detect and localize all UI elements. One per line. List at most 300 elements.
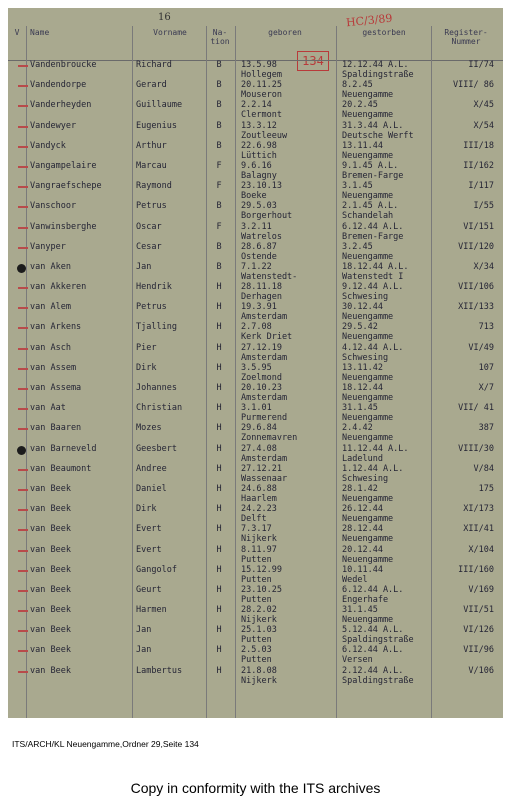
table-row	[8, 81, 503, 101]
header-register: Register- Nummer	[444, 28, 488, 46]
birth-place-cell: Boeke	[241, 191, 267, 202]
header-died: gestorben	[362, 28, 406, 37]
register-number-cell: VII/120	[458, 241, 494, 252]
surname-cell: Vanderheyden	[30, 100, 92, 111]
surname-cell: van Beek	[30, 605, 71, 616]
surname-cell: van Beek	[30, 483, 71, 494]
birth-place-cell: Mouseron	[241, 90, 282, 101]
surname-cell: Vandenbroucke	[30, 60, 97, 70]
table-header	[8, 22, 503, 58]
table-row	[8, 384, 503, 404]
register-number-cell: VI/151	[463, 221, 494, 232]
first-name-cell: Tjalling	[136, 322, 177, 333]
register-number-cell: VI/126	[463, 625, 494, 636]
surname-cell: van Beek	[30, 504, 71, 515]
birth-date-cell: 7.1.22	[241, 261, 272, 272]
check-mark-icon	[18, 650, 28, 652]
death-place-cell: Ladelund	[342, 453, 383, 464]
table-row	[8, 485, 503, 505]
archive-sheet	[8, 8, 503, 718]
table-row	[8, 162, 503, 182]
death-place-cell: Neuengamme	[342, 110, 394, 121]
death-place-cell: Wedel	[342, 574, 368, 585]
table-row	[8, 122, 503, 142]
register-number-cell: X/7	[478, 383, 494, 393]
table-row	[8, 586, 503, 606]
register-number-cell: VIII/ 86	[453, 80, 494, 91]
birth-date-cell: 9.6.16	[241, 160, 272, 171]
dot-mark-icon	[17, 446, 26, 455]
nation-cell: H	[216, 524, 222, 535]
death-place-cell: Spaldingstraße	[342, 635, 414, 646]
birth-date-cell: 2.7.08	[241, 322, 272, 333]
header-name: Name	[30, 28, 50, 37]
table-row	[8, 243, 503, 263]
surname-cell: van Beek	[30, 665, 71, 676]
table-row	[8, 344, 503, 364]
check-mark-icon	[18, 428, 28, 430]
birth-place-cell: Putten	[241, 574, 272, 585]
birth-date-cell: 20.11.25	[241, 80, 282, 91]
check-mark-icon	[18, 348, 28, 350]
register-number-cell: XI/173	[463, 504, 494, 515]
death-place-cell: Deutsche Werft	[342, 130, 414, 141]
surname-cell: van Aken	[30, 261, 71, 272]
birth-place-cell: Putten	[241, 635, 272, 646]
nation-cell: H	[216, 483, 222, 494]
nation-cell: B	[216, 201, 222, 212]
surname-cell: Vandewyer	[30, 120, 77, 131]
first-name-cell: Marcau	[136, 160, 167, 171]
table-row	[8, 404, 503, 424]
table-row	[8, 202, 503, 222]
birth-place-cell: Borgerhout	[241, 211, 293, 222]
register-number-cell: VII/51	[463, 605, 494, 616]
check-mark-icon	[18, 307, 28, 309]
nation-cell: B	[216, 80, 222, 91]
birth-date-cell: 19.3.91	[241, 302, 277, 313]
death-place-cell: Neuengamme	[342, 90, 394, 101]
birth-date-cell: 29.6.84	[241, 423, 277, 434]
birth-date-cell: 23.10.25	[241, 584, 282, 595]
first-name-cell: Gerard	[136, 80, 167, 91]
birth-date-cell: 3.2.11	[241, 221, 272, 232]
birth-place-cell: Amsterdam	[241, 352, 288, 363]
table-row	[8, 263, 503, 283]
handwritten-number: 16	[158, 12, 171, 23]
death-date-cell: 31.1.45	[342, 403, 378, 414]
nation-cell: B	[216, 140, 222, 151]
birth-place-cell: Putten	[241, 655, 272, 666]
register-number-cell: I/117	[468, 181, 494, 192]
death-date-cell: 30.12.44	[342, 302, 383, 313]
table-row	[8, 364, 503, 384]
check-mark-icon	[18, 529, 28, 531]
death-place-cell: Neuengamme	[342, 332, 394, 343]
check-mark-icon	[18, 469, 28, 471]
birth-date-cell: 28.2.02	[241, 605, 277, 616]
nation-cell: H	[216, 403, 222, 414]
nation-cell: H	[216, 463, 222, 474]
death-place-cell: Neuengamme	[342, 372, 394, 383]
death-place-cell: Schwesing	[342, 352, 389, 363]
birth-place-cell: Purmerend	[241, 413, 288, 424]
death-place-cell: Engerhafe	[342, 594, 389, 605]
first-name-cell: Oscar	[136, 221, 162, 232]
nation-cell: H	[216, 362, 222, 373]
death-date-cell: 3.2.45	[342, 241, 373, 252]
register-number-cell: VIII/30	[458, 443, 494, 454]
first-name-cell: Mozes	[136, 423, 162, 434]
record-list	[8, 61, 503, 687]
birth-date-cell: 24.6.88	[241, 483, 277, 494]
death-date-cell: 11.12.44 A.L.	[342, 443, 409, 454]
surname-cell: Vangraefschepe	[30, 181, 102, 192]
check-mark-icon	[18, 509, 28, 511]
nation-cell: B	[216, 120, 222, 131]
nation-cell: B	[216, 100, 222, 111]
birth-date-cell: 28.11.18	[241, 282, 282, 293]
death-date-cell: 31.3.44 A.L.	[342, 120, 404, 131]
surname-cell: van Beek	[30, 584, 71, 595]
surname-cell: Vanschoor	[30, 201, 77, 212]
table-row	[8, 465, 503, 485]
death-place-cell: Neuengamme	[342, 413, 394, 424]
birth-date-cell: 29.5.03	[241, 201, 277, 212]
birth-date-cell: 7.3.17	[241, 524, 272, 535]
table-row	[8, 667, 503, 687]
register-number-cell: VII/96	[463, 645, 494, 656]
check-mark-icon	[18, 630, 28, 632]
death-place-cell: Neuengamme	[342, 493, 394, 504]
table-row	[8, 323, 503, 343]
birth-date-cell: 15.12.99	[241, 564, 282, 575]
table-row	[8, 546, 503, 566]
death-place-cell: Neuengamme	[342, 433, 394, 444]
check-mark-icon	[18, 388, 28, 390]
birth-place-cell: Putten	[241, 594, 272, 605]
birth-place-cell: Balagny	[241, 170, 277, 181]
check-mark-icon	[18, 590, 28, 592]
first-name-cell: Petrus	[136, 302, 167, 313]
death-date-cell: 31.1.45	[342, 605, 378, 616]
death-date-cell: 2.4.42	[342, 423, 373, 434]
surname-cell: van Assem	[30, 362, 77, 373]
check-mark-icon	[18, 671, 28, 673]
header-born: geboren	[268, 28, 302, 37]
death-date-cell: 12.12.44 A.L.	[342, 60, 409, 70]
surname-cell: van Assema	[30, 383, 82, 393]
nation-cell: F	[216, 160, 222, 171]
death-date-cell: 18.12.44	[342, 383, 383, 393]
check-mark-icon	[18, 85, 28, 87]
first-name-cell: Geurt	[136, 584, 162, 595]
death-date-cell: 8.2.45	[342, 80, 373, 91]
death-place-cell: Neuengamme	[342, 554, 394, 565]
first-name-cell: Jan	[136, 625, 152, 636]
surname-cell: van Baaren	[30, 423, 82, 434]
death-date-cell: 28.1.42	[342, 483, 378, 494]
dot-mark-icon	[17, 264, 26, 273]
check-mark-icon	[18, 489, 28, 491]
first-name-cell: Evert	[136, 544, 162, 555]
archive-reference: ITS/ARCH/KL Neuengamme,Ordner 29,Seite 134	[12, 739, 199, 749]
table-row	[8, 283, 503, 303]
table-row	[8, 646, 503, 666]
nation-cell: H	[216, 564, 222, 575]
first-name-cell: Jan	[136, 645, 152, 656]
birth-date-cell: 23.10.13	[241, 181, 282, 192]
nation-cell: B	[216, 261, 222, 272]
nation-cell: H	[216, 544, 222, 555]
first-name-cell: Arthur	[136, 140, 167, 151]
birth-place-cell: Nijkerk	[241, 534, 277, 545]
birth-date-cell: 3.5.95	[241, 362, 272, 373]
death-date-cell: 13.11.44	[342, 140, 383, 151]
check-mark-icon	[18, 126, 28, 128]
check-mark-icon	[18, 287, 28, 289]
death-date-cell: 9.1.45 A.L.	[342, 160, 399, 171]
register-number-cell: V/84	[473, 463, 494, 474]
nation-cell: H	[216, 605, 222, 616]
register-number-cell: XII/133	[458, 302, 494, 313]
birth-place-cell: Wassenaar	[241, 473, 288, 484]
table-row	[8, 626, 503, 646]
header-v: V	[14, 28, 20, 37]
register-number-cell: V/169	[468, 584, 494, 595]
death-date-cell: 18.12.44 A.L.	[342, 261, 409, 272]
birth-date-cell: 2.2.14	[241, 100, 272, 111]
table-row	[8, 505, 503, 525]
register-number-cell: III/18	[463, 140, 494, 151]
first-name-cell: Andree	[136, 463, 167, 474]
birth-place-cell: Clermont	[241, 110, 282, 121]
birth-place-cell: Nijkerk	[241, 615, 277, 626]
first-name-cell: Hendrik	[136, 282, 172, 293]
nation-cell: H	[216, 383, 222, 393]
first-name-cell: Pier	[136, 342, 157, 353]
surname-cell: Vangampelaire	[30, 160, 97, 171]
surname-cell: van Barneveld	[30, 443, 97, 454]
birth-place-cell: Watrelos	[241, 231, 282, 242]
nation-cell: H	[216, 342, 222, 353]
birth-place-cell: Lüttich	[241, 150, 277, 161]
first-name-cell: Richard	[136, 60, 172, 70]
death-date-cell: 2.1.45 A.L.	[342, 201, 399, 212]
surname-cell: van Beaumont	[30, 463, 92, 474]
check-mark-icon	[18, 227, 28, 229]
table-row	[8, 61, 503, 81]
birth-date-cell: 3.1.01	[241, 403, 272, 414]
register-number-cell: VII/106	[458, 282, 494, 293]
nation-cell: H	[216, 665, 222, 676]
table-row	[8, 223, 503, 243]
death-place-cell: Neuengamme	[342, 191, 394, 202]
nation-cell: H	[216, 423, 222, 434]
death-date-cell: 20.2.45	[342, 100, 378, 111]
birth-place-cell: Kerk Driet	[241, 332, 293, 343]
surname-cell: van Alem	[30, 302, 71, 313]
register-number-cell: 175	[478, 483, 494, 494]
first-name-cell: Raymond	[136, 181, 172, 192]
birth-date-cell: 8.11.97	[241, 544, 277, 555]
death-place-cell: Schwesing	[342, 473, 389, 484]
death-date-cell: 9.12.44 A.L.	[342, 282, 404, 293]
first-name-cell: Harmen	[136, 605, 167, 616]
surname-cell: van Akkeren	[30, 282, 87, 293]
death-date-cell: 10.11.44	[342, 564, 383, 575]
register-number-cell: 107	[478, 362, 494, 373]
check-mark-icon	[18, 206, 28, 208]
table-row	[8, 424, 503, 444]
death-place-cell: Neuengamme	[342, 312, 394, 323]
check-mark-icon	[18, 327, 28, 329]
first-name-cell: Guillaume	[136, 100, 183, 111]
first-name-cell: Jan	[136, 261, 152, 272]
table-row	[8, 445, 503, 465]
register-number-cell: XII/41	[463, 524, 494, 535]
check-mark-icon	[18, 247, 28, 249]
death-date-cell: 28.12.44	[342, 524, 383, 535]
death-place-cell: Versen	[342, 655, 373, 666]
death-place-cell: Spaldingstraße	[342, 70, 414, 80]
register-number-cell: X/54	[473, 120, 494, 131]
first-name-cell: Dirk	[136, 362, 157, 373]
birth-date-cell: 20.10.23	[241, 383, 282, 393]
copy-notice: Copy in conformity with the ITS archives	[130, 780, 381, 796]
birth-date-cell: 21.8.08	[241, 665, 277, 676]
surname-cell: Vanyper	[30, 241, 66, 252]
nation-cell: H	[216, 645, 222, 656]
header-nation: Na- tion	[210, 28, 230, 46]
nation-cell: H	[216, 443, 222, 454]
death-date-cell: 26.12.44	[342, 504, 383, 515]
death-date-cell: 3.1.45	[342, 181, 373, 192]
nation-cell: H	[216, 302, 222, 313]
birth-place-cell: Amsterdam	[241, 453, 288, 464]
surname-cell: van Arkens	[30, 322, 82, 333]
birth-place-cell: Amsterdam	[241, 312, 288, 323]
table-row	[8, 303, 503, 323]
birth-place-cell: Haarlem	[241, 493, 277, 504]
birth-date-cell: 27.4.08	[241, 443, 277, 454]
surname-cell: van Asch	[30, 342, 71, 353]
death-place-cell: Neuengamme	[342, 514, 394, 525]
check-mark-icon	[18, 166, 28, 168]
birth-place-cell: Nijkerk	[241, 675, 277, 686]
register-number-cell: 713	[478, 322, 494, 333]
register-number-cell: X/104	[468, 544, 494, 555]
table-row	[8, 182, 503, 202]
death-place-cell: Neuengamme	[342, 393, 394, 403]
death-date-cell: 13.11.42	[342, 362, 383, 373]
check-mark-icon	[18, 408, 28, 410]
death-place-cell: Neuengamme	[342, 534, 394, 545]
register-number-cell: X/45	[473, 100, 494, 111]
death-date-cell: 5.12.44 A.L.	[342, 625, 404, 636]
first-name-cell: Evert	[136, 524, 162, 535]
surname-cell: van Beek	[30, 544, 71, 555]
birth-place-cell: Amsterdam	[241, 393, 288, 403]
death-place-cell: Bremen-Farge	[342, 170, 404, 181]
death-date-cell: 29.5.42	[342, 322, 378, 333]
check-mark-icon	[18, 610, 28, 612]
death-date-cell: 6.12.44 A.L.	[342, 645, 404, 656]
birth-date-cell: 28.6.87	[241, 241, 277, 252]
table-row	[8, 566, 503, 586]
check-mark-icon	[18, 550, 28, 552]
check-mark-icon	[18, 105, 28, 107]
birth-place-cell: Hollegem	[241, 70, 282, 80]
register-number-cell: 387	[478, 423, 494, 434]
birth-date-cell: 13.5.98	[241, 60, 277, 70]
register-number-cell: III/160	[458, 564, 494, 575]
surname-cell: Vandendorpe	[30, 80, 87, 91]
nation-cell: H	[216, 504, 222, 515]
check-mark-icon	[18, 146, 28, 148]
surname-cell: van Beek	[30, 564, 71, 575]
birth-place-cell: Derhagen	[241, 292, 282, 303]
handwritten-code: HC/3/89	[345, 11, 393, 30]
nation-cell: B	[216, 60, 222, 70]
register-number-cell: VII/ 41	[458, 403, 494, 414]
nation-cell: F	[216, 221, 222, 232]
birth-date-cell: 27.12.21	[241, 463, 282, 474]
death-date-cell: 1.12.44 A.L.	[342, 463, 404, 474]
death-date-cell: 4.12.44 A.L.	[342, 342, 404, 353]
register-number-cell: II/162	[463, 160, 494, 171]
birth-place-cell: Watenstedt-	[241, 271, 298, 282]
birth-place-cell: Putten	[241, 554, 272, 565]
first-name-cell: Christian	[136, 403, 183, 414]
surname-cell: van Beek	[30, 524, 71, 535]
nation-cell: H	[216, 322, 222, 333]
death-place-cell: Neuengamme	[342, 251, 394, 262]
death-place-cell: Spaldingstraße	[342, 675, 414, 686]
check-mark-icon	[18, 570, 28, 572]
death-place-cell: Schandelah	[342, 211, 394, 222]
birth-date-cell: 27.12.19	[241, 342, 282, 353]
birth-place-cell: Zoelmond	[241, 372, 282, 383]
birth-place-cell: Zonnemavren	[241, 433, 298, 444]
first-name-cell: Gangolof	[136, 564, 177, 575]
first-name-cell: Petrus	[136, 201, 167, 212]
nation-cell: H	[216, 282, 222, 293]
death-date-cell: 2.12.44 A.L.	[342, 665, 404, 676]
register-number-cell: V/106	[468, 665, 494, 676]
birth-date-cell: 22.6.98	[241, 140, 277, 151]
check-mark-icon	[18, 65, 28, 67]
first-name-cell: Eugenius	[136, 120, 177, 131]
register-number-cell: II/74	[468, 60, 494, 70]
birth-place-cell: Zoutleeuw	[241, 130, 288, 141]
register-number-cell: VI/49	[468, 342, 494, 353]
register-number-cell: I/55	[473, 201, 494, 212]
death-date-cell: 20.12.44	[342, 544, 383, 555]
first-name-cell: Cesar	[136, 241, 162, 252]
page-number-stamp: 134	[297, 51, 329, 71]
table-row	[8, 101, 503, 121]
death-date-cell: 6.12.44 A.L.	[342, 221, 404, 232]
header-first-name: Vorname	[153, 28, 187, 37]
birth-date-cell: 2.5.03	[241, 645, 272, 656]
first-name-cell: Daniel	[136, 483, 167, 494]
surname-cell: Vandyck	[30, 140, 66, 151]
check-mark-icon	[18, 368, 28, 370]
death-place-cell: Schwesing	[342, 292, 389, 303]
death-place-cell: Neuengamme	[342, 150, 394, 161]
birth-date-cell: 24.2.23	[241, 504, 277, 515]
